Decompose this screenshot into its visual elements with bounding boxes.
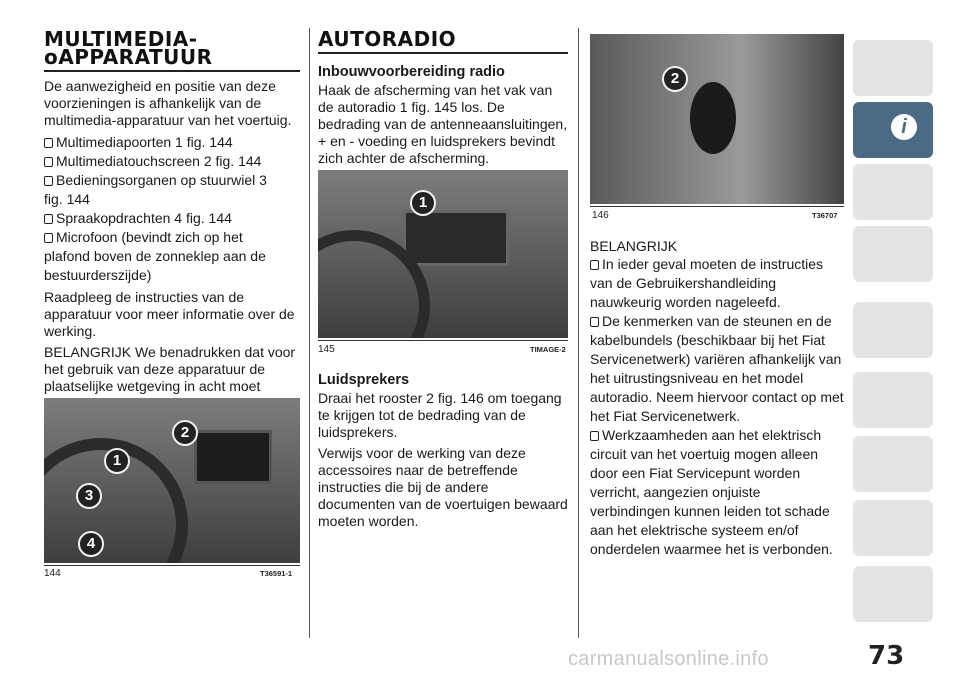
nav-alphabet-index-icon[interactable] xyxy=(853,566,933,622)
column-divider-1 xyxy=(309,28,310,638)
column-autoradio xyxy=(318,0,568,171)
checkbox-icon xyxy=(590,431,599,441)
para-inbouw: Haak de afscherming van het vak van de autoradio 1 fig. 145 los. De bedrading van de antenneaansluitingen, + en - voeding en luidsprekers bevindt zich achter de afscherming. xyxy=(318,82,568,166)
figure-144-dashboard-photo xyxy=(44,398,300,563)
checkbox-icon xyxy=(44,157,53,167)
figure-146-number: 146 xyxy=(592,210,609,221)
bullet-5: Microfoon (bevindt zich op het xyxy=(44,228,300,247)
para-refer: Raadpleeg de instructies van de apparatuur voor meer informatie over de werking. xyxy=(44,289,295,339)
intro-text: De aanwezigheid en positie van deze voorzieningen is afhankelijk van de multimedia-apparatuur van het voertuig. xyxy=(44,78,292,128)
checkbox-icon xyxy=(590,317,599,327)
nav-car-breakdown-icon[interactable] xyxy=(853,372,933,428)
callout-3: 3 xyxy=(76,483,102,509)
callout-1: 1 xyxy=(410,190,436,216)
callout-2: 2 xyxy=(662,66,688,92)
heading-line2: oAPPARATUUR xyxy=(44,45,213,69)
checkbox-icon xyxy=(44,214,53,224)
touchscreen-shape xyxy=(194,430,272,484)
bullet-3-cont: fig. 144 xyxy=(44,191,90,207)
figure-146-rule xyxy=(590,206,844,207)
bullet-4: Spraakopdrachten 4 fig. 144 xyxy=(44,209,300,228)
callout-4: 4 xyxy=(78,531,104,557)
speaker-grille-shape xyxy=(690,82,736,154)
column-multimedia xyxy=(44,0,300,416)
checkbox-icon xyxy=(590,260,599,270)
para-important: BELANGRIJK We benadrukken dat voor het gebruik van deze apparatuur de plaatselijke wetgeving in acht moet xyxy=(44,344,296,394)
checkbox-icon xyxy=(44,233,53,243)
bullet-1: Multimediapoorten 1 fig. 144 xyxy=(44,133,300,152)
radio-slot-shape xyxy=(403,210,509,266)
important-bullet-1: In ieder geval moeten de instructies van de Gebruikershandleiding nauwkeurig worden nageleefd. xyxy=(590,256,824,310)
figure-145-number: 145 xyxy=(318,344,335,355)
page-number: 73 xyxy=(868,641,905,671)
heading-autoradio: AUTORADIO xyxy=(318,30,568,54)
nav-steering-wrench-icon[interactable] xyxy=(853,302,933,358)
important-bullet-2: De kenmerken van de steunen en de kabelbundels (beschikbaar bij het Fiat Servicenetwerk) variëren afhankelijk van het uitrustingsniveau en het model autoradio. Neem hiervoor contact op met het Fiat Servicenetwerk. xyxy=(590,313,844,424)
figure-145-radio-slot-photo xyxy=(318,170,568,338)
nav-car-search-icon[interactable] xyxy=(853,40,933,96)
figure-145-rule xyxy=(318,340,568,341)
figure-144-rule xyxy=(44,565,300,566)
nav-car-info-icon[interactable] xyxy=(853,102,933,158)
bullet-2: Multimediatouchscreen 2 fig. 144 xyxy=(44,152,300,171)
subheading-inbouw: Inbouwvoorbereiding radio xyxy=(318,64,505,80)
figure-146-code: T36707 xyxy=(812,211,838,220)
bullet-5-cont: plafond boven de zonneklep aan de bestuurderszijde) xyxy=(44,248,266,283)
bullet-3: Bedieningsorganen op stuurwiel 3 xyxy=(44,171,300,190)
heading-multimedia xyxy=(44,27,300,72)
figure-146-speaker-photo xyxy=(590,34,844,204)
figure-145-code: TIMAGE-2 xyxy=(530,345,566,354)
important-label: BELANGRIJK xyxy=(590,238,678,254)
callout-1: 1 xyxy=(104,448,130,474)
para-luidsprekers: Draai het rooster 2 fig. 146 om toegang te krijgen tot de bedrading van de luidsprekers. xyxy=(318,390,562,440)
checkbox-icon xyxy=(44,176,53,186)
checkbox-icon xyxy=(44,138,53,148)
column-divider-2 xyxy=(578,28,579,638)
subheading-luidsprekers: Luidsprekers xyxy=(318,372,410,388)
nav-airbag-person-icon[interactable] xyxy=(853,226,933,282)
column-autoradio-lower xyxy=(318,372,568,534)
important-bullet-3: Werkzaamheden aan het elektrisch circuit van het voertuig mogen alleen door een Fiat Servicepunt worden verricht, aangezien onjuiste verbindingen kunnen leiden tot schade aan het elektrische systeem en/of onderdelen waarmee het is verbonden. xyxy=(590,427,833,557)
nav-spec-list-icon[interactable] xyxy=(853,500,933,556)
callout-2: 2 xyxy=(172,420,198,446)
nav-car-service-icon[interactable] xyxy=(853,436,933,492)
heading-line1: MULTIMEDIA- xyxy=(44,27,198,51)
para-accessoires: Verwijs voor de werking van deze accessoires naar de betreffende instructies die bij de andere documenten van de voertuigen bewaard moeten worden. xyxy=(318,445,568,529)
watermark: carmanualsonline.info xyxy=(568,648,769,670)
column-important xyxy=(590,238,844,559)
info-icon: i xyxy=(891,114,917,140)
nav-light-warning-icon[interactable] xyxy=(853,164,933,220)
figure-144-code: T36591-1 xyxy=(260,569,293,578)
figure-144-number: 144 xyxy=(44,568,61,579)
